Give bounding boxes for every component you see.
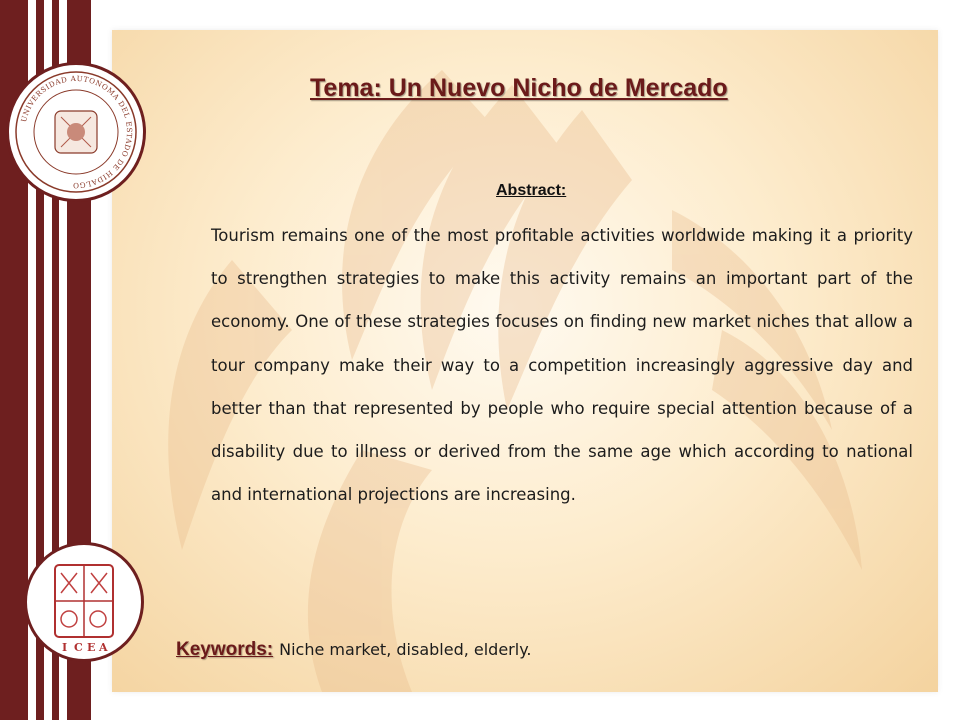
slide-title: Tema: Un Nuevo Nicho de Mercado — [310, 74, 728, 102]
svg-text:C: C — [74, 641, 83, 654]
university-seal-icon — [6, 62, 146, 202]
abstract-body: Tourism remains one of the most profitable activities worldwide making it a priority to strengthen strategies to make this activity remains an important part of the economy. One of these strategies focuses on finding new market niches that allow a tour company make their way to a competition increasingly aggressive day and better than that represented by people who require special attention because of a disability due to illness or derived from the same age which according to national and international projections are increasing. — [211, 226, 913, 505]
svg-text:UNIVERSIDAD AUTONOMA DEL ESTAD: UNIVERSIDAD AUTONOMA DEL ESTADO DE HIDALGO — [19, 73, 135, 191]
abstract-heading: Abstract: — [496, 182, 567, 199]
svg-text:E: E — [87, 641, 96, 654]
icea-emblem-icon — [24, 542, 144, 662]
keywords-label: Keywords: — [176, 639, 274, 660]
svg-text:A: A — [99, 641, 108, 654]
keywords-line — [176, 639, 531, 661]
svg-text:I: I — [62, 641, 68, 654]
keywords-text: Niche market, disabled, elderly. — [279, 640, 532, 659]
